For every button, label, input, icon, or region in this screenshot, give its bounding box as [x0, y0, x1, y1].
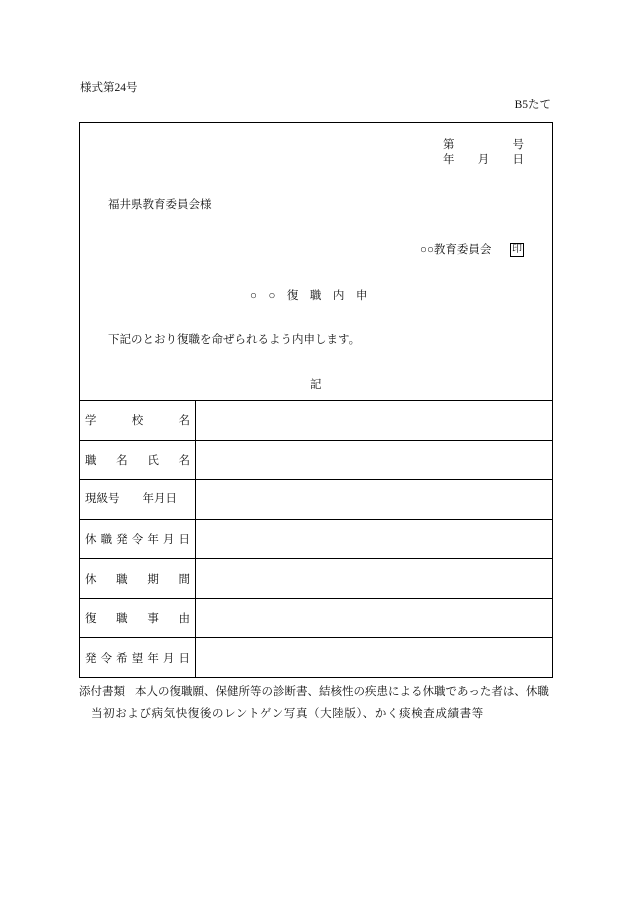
table-row: [80, 400, 552, 440]
row-label: [85, 650, 190, 666]
row-value-cell: [196, 559, 552, 598]
body-text: 下記のとおり復職を命ぜられるよう内申します。: [108, 334, 361, 346]
label-char: 年: [147, 533, 159, 546]
label-char: 日: [178, 533, 190, 546]
row-label-cell: [80, 401, 196, 440]
row-value-cell: [196, 441, 552, 480]
details-table: [80, 400, 552, 677]
label-char: 日: [178, 652, 190, 665]
label-char: [455, 154, 467, 166]
row-label: [85, 571, 190, 587]
label-char: [466, 154, 478, 166]
label-char: 第: [443, 139, 455, 151]
row-value-cell: [196, 638, 552, 677]
label-char: [501, 154, 513, 166]
label-char: 校: [131, 415, 144, 428]
document-number-line: [443, 139, 524, 151]
row-label: [85, 452, 190, 468]
label-char: 令: [131, 533, 144, 546]
row-label: [85, 610, 190, 626]
document-date-line: [443, 154, 524, 166]
label-char: 発: [85, 652, 97, 665]
label-char: 名: [116, 454, 128, 467]
label-char: 月: [162, 652, 175, 665]
row-value-cell: [196, 520, 552, 559]
label-char: [489, 154, 501, 166]
label-char: [495, 139, 507, 151]
label-char: 名: [178, 415, 190, 428]
label-char: 休: [85, 573, 97, 586]
label-char: 月: [162, 533, 175, 546]
form-number: 様式第24号: [80, 82, 138, 94]
row-label: [85, 412, 190, 428]
label-char: 期: [147, 573, 159, 586]
row-label-cell: [80, 638, 196, 677]
row-label-cell: [80, 480, 196, 519]
label-char: 職: [116, 573, 128, 586]
label-char: 日: [512, 154, 524, 166]
document-title: ○ ○ 復 職 内 申: [250, 290, 368, 302]
label-char: 事: [147, 613, 159, 626]
ki-heading: 記: [310, 379, 322, 391]
label-char: 年: [147, 652, 159, 665]
label-char: 希: [116, 652, 128, 665]
label-char: 学: [85, 415, 97, 428]
label-char: [478, 139, 490, 151]
attachments-text-1: 本人の復職願、保健所等の診断書、結核性の疾患による休職であった者は、休職: [135, 686, 549, 698]
table-row: [80, 440, 552, 480]
row-label: [85, 531, 190, 547]
row-label-cell: [80, 520, 196, 559]
label-char: 年: [443, 154, 455, 166]
row-label-cell: [80, 599, 196, 638]
row-label: 現級号 年月日: [85, 493, 177, 506]
paper-size: B5たて: [514, 99, 551, 111]
table-row: [80, 598, 552, 638]
row-value-cell: [196, 480, 552, 519]
label-char: 令: [100, 652, 113, 665]
label-char: 発: [116, 533, 128, 546]
row-label-cell: [80, 559, 196, 598]
table-row: [80, 637, 552, 677]
row-value-cell: [196, 599, 552, 638]
label-char: 職: [116, 613, 128, 626]
label-char: 由: [178, 613, 190, 626]
attachments-label: 添付書類: [79, 686, 125, 698]
attachments-line-2: 当初および病気快復後のレントゲン写真（大陸版）、かく痰検査成績書等: [91, 708, 484, 720]
label-char: 間: [178, 573, 190, 586]
label-char: 職: [100, 533, 113, 546]
label-char: 休: [85, 533, 97, 546]
addressee: 福井県教育委員会様: [108, 199, 212, 211]
label-char: 職: [85, 454, 97, 467]
sender: ○○教育委員会: [420, 244, 492, 256]
label-char: 月: [477, 154, 490, 166]
label-char: 氏: [147, 454, 159, 467]
label-char: 号: [512, 139, 524, 151]
table-row: [80, 479, 552, 519]
table-row: [80, 558, 552, 598]
table-row: [80, 519, 552, 559]
label-char: 復: [85, 613, 97, 626]
seal-stamp: 印: [512, 244, 522, 255]
label-char: 名: [178, 454, 190, 467]
row-label-cell: [80, 441, 196, 480]
attachments-line-1: [79, 686, 552, 698]
label-char: 望: [131, 652, 144, 665]
row-value-cell: [196, 401, 552, 440]
label-char: [460, 139, 472, 151]
